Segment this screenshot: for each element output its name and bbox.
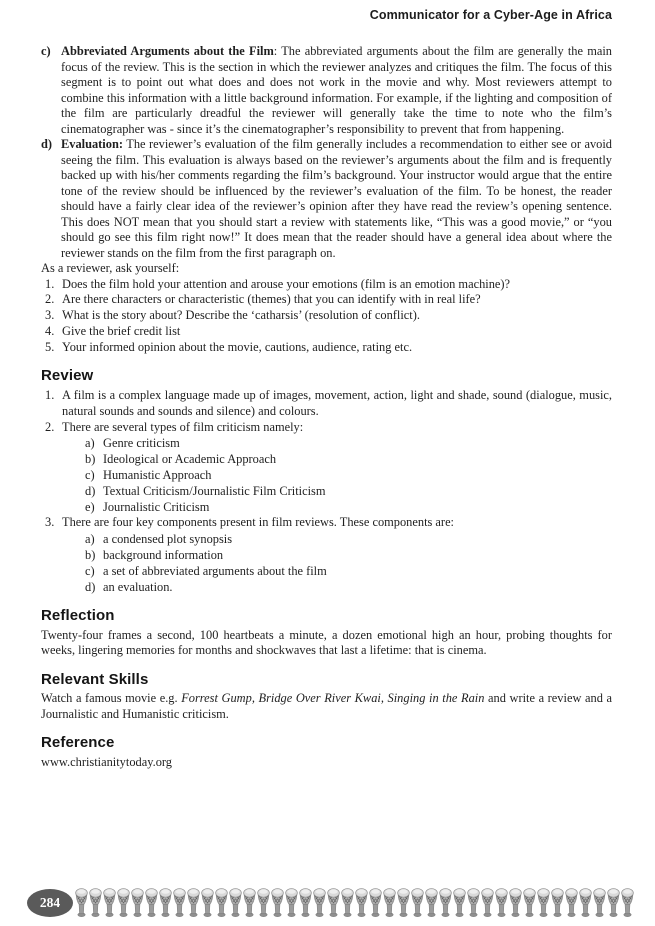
list-item-text: A film is a complex language made up of images, movement, action, light and shade, sound (dialogue, music, natural sounds and sounds and silence) and colours. xyxy=(62,387,612,418)
list-item xyxy=(45,420,612,436)
list-item xyxy=(85,563,612,579)
list-item-text: There are several types of film criticism namely: xyxy=(62,419,304,434)
list-item xyxy=(45,340,612,356)
list-item-text: an evaluation. xyxy=(103,580,173,595)
list-item-text: Ideological or Academic Approach xyxy=(103,452,277,467)
list-item-number: 4. xyxy=(45,323,55,338)
list-item-letter: b) xyxy=(85,548,96,563)
drum-icon xyxy=(159,887,172,919)
reference-url-text: www.christianitytoday.org xyxy=(41,754,172,769)
drum-icon xyxy=(215,887,228,919)
drum-icon xyxy=(285,887,298,919)
list-item xyxy=(45,324,612,340)
section-heading-reference: Reference xyxy=(41,734,115,752)
drum-icon xyxy=(607,887,620,919)
key-components-sublist xyxy=(85,531,612,595)
drum-icon xyxy=(411,887,424,919)
drum-icon xyxy=(495,887,508,919)
list-item-text: Humanistic Approach xyxy=(103,468,212,483)
list-item-c-text xyxy=(61,44,612,137)
drum-icon xyxy=(89,887,102,919)
drum-icon xyxy=(257,887,270,919)
list-item-letter: c) xyxy=(85,468,95,483)
page-footer xyxy=(27,887,634,919)
reflection-text: Twenty-four frames a second, 100 heartbeats a minute, a dozen emotional high an hour, probing thoughts for weeks, lingering memories for months and shockwaves that last a lifetime: that is cinema. xyxy=(41,627,612,658)
list-item-number: 1. xyxy=(45,387,55,402)
list-item-letter: b) xyxy=(85,452,96,467)
list-item xyxy=(45,292,612,308)
page-number-badge: 284 xyxy=(27,889,73,917)
list-item xyxy=(85,435,612,451)
drum-icon xyxy=(537,887,550,919)
list-item xyxy=(85,483,612,499)
list-item-text: Your informed opinion about the movie, cautions, audience, rating etc. xyxy=(62,339,413,354)
drum-icon xyxy=(271,887,284,919)
list-item xyxy=(45,515,612,531)
list-item-text: There are four key components present in film reviews. These components are: xyxy=(62,515,455,530)
drum-icon xyxy=(593,887,606,919)
list-item xyxy=(45,277,612,293)
drum-icon xyxy=(75,887,88,919)
film-criticism-sublist xyxy=(85,435,612,515)
review-list xyxy=(45,388,612,595)
list-item-d-label: d) xyxy=(41,137,53,151)
list-item-text: Genre criticism xyxy=(103,436,180,451)
list-item-text: Does the film hold your attention and arouse your emotions (film is an emotion machine)? xyxy=(62,276,511,291)
list-item xyxy=(85,499,612,515)
list-item xyxy=(85,579,612,595)
list-item-letter: d) xyxy=(85,580,96,595)
page-content xyxy=(0,22,655,770)
list-item xyxy=(45,308,612,324)
section-heading-reflection: Reflection xyxy=(41,607,115,625)
drum-icon xyxy=(383,887,396,919)
drum-icon xyxy=(229,887,242,919)
list-item xyxy=(45,388,612,420)
list-item-number: 2. xyxy=(45,292,55,307)
drum-icon xyxy=(551,887,564,919)
drum-icon xyxy=(187,887,200,919)
list-item-d-text xyxy=(61,137,612,261)
list-item-number: 2. xyxy=(45,419,55,434)
drum-icon xyxy=(173,887,186,919)
list-item-text: Are there characters or characteristic (themes) that you can identify with in real life? xyxy=(62,292,481,307)
list-item-c-label: c) xyxy=(41,44,51,58)
drum-border-decoration xyxy=(75,887,634,919)
drum-icon xyxy=(467,887,480,919)
list-item-text: Give the brief credit list xyxy=(62,323,181,338)
drum-icon xyxy=(397,887,410,919)
drum-icon xyxy=(145,887,158,919)
list-item-text: a set of abbreviated arguments about the film xyxy=(103,564,327,579)
list-item-text: a condensed plot synopsis xyxy=(103,532,233,547)
skills-text-after: and write a review and a Journalistic and Humanistic criticism. xyxy=(41,691,612,721)
drum-icon xyxy=(103,887,116,919)
list-item-c-body: : The abbreviated arguments about the film are generally the main focus of the review. This is the section in which the reviewer analyzes and critiques the film. The focus of this segment is to point out what does and does not work in the movie and why. Most reviewers attempt to combine this information with a little background information. For example, if the lighting and composition of the film are particularly dreadful the reviewer will generally take the time to note who the film’s cinematographer was - since it’s the cinematographer’s responsibility to prevent that from happening. xyxy=(61,44,612,136)
list-item-letter: c) xyxy=(85,564,95,579)
relevant-skills-text xyxy=(41,691,612,722)
list-item-letter: e) xyxy=(85,500,95,515)
list-item-c-lead: Abbreviated Arguments about the Film xyxy=(61,44,274,58)
list-item xyxy=(85,531,612,547)
list-item-d xyxy=(41,137,612,261)
list-item xyxy=(85,451,612,467)
drum-icon xyxy=(509,887,522,919)
list-item-number: 5. xyxy=(45,339,55,354)
list-item-d-body: The reviewer’s evaluation of the film generally includes a recommendation to either see or avoid seeing the film. This evaluation is always based on the reviewer’s arguments about the film and is frequently backed up with his/her comments regarding the film’s background. Your instructor would argue that the entire tone of the review should be influenced by the reviewer’s evaluation of the film. To be honest, the reader should have a fairly clear idea of the reviewer’s opinion after they have read the review’s opening sentence. This does NOT mean that you should start a review with statements like, “This was a good movie,” or “you should go see this film right now!” It does mean that the reader should have a general idea about where the reviewer stands on the film from the first paragraph on. xyxy=(61,137,612,260)
drum-icon xyxy=(439,887,452,919)
list-item-number: 1. xyxy=(45,276,55,291)
drum-icon xyxy=(355,887,368,919)
list-item xyxy=(85,547,612,563)
drum-icon xyxy=(131,887,144,919)
list-item-text: background information xyxy=(103,548,224,563)
drum-icon xyxy=(243,887,256,919)
drum-icon xyxy=(425,887,438,919)
list-item-number: 3. xyxy=(45,308,55,323)
list-item-c xyxy=(41,44,612,137)
list-item-number: 3. xyxy=(45,515,55,530)
list-item-text: What is the story about? Describe the ‘catharsis’ (resolution of conflict). xyxy=(62,308,420,323)
list-item-d-lead: Evaluation: xyxy=(61,137,123,151)
running-header-title: Communicator for a Cyber-Age in Africa xyxy=(369,8,612,22)
section-heading-relevant-skills: Relevant Skills xyxy=(41,670,149,688)
section-heading-review: Review xyxy=(41,367,94,385)
list-item-text: Textual Criticism/Journalistic Film Criticism xyxy=(103,484,326,499)
film-titles: Forrest Gump, Bridge Over River Kwai, Singing in the Rain xyxy=(181,691,485,706)
drum-icon xyxy=(565,887,578,919)
drum-icon xyxy=(201,887,214,919)
drum-icon xyxy=(313,887,326,919)
drum-icon xyxy=(481,887,494,919)
drum-icon xyxy=(453,887,466,919)
drum-icon xyxy=(579,887,592,919)
skills-text-before: Watch a famous movie e.g. xyxy=(41,691,182,706)
drum-icon xyxy=(523,887,536,919)
drum-icon xyxy=(341,887,354,919)
drum-icon xyxy=(299,887,312,919)
ask-yourself-intro: As a reviewer, ask yourself: xyxy=(41,261,180,275)
drum-icon xyxy=(369,887,382,919)
list-item-letter: d) xyxy=(85,484,96,499)
drum-icon xyxy=(327,887,340,919)
list-item-letter: a) xyxy=(85,436,95,451)
list-item-text: Journalistic Criticism xyxy=(103,500,210,515)
drum-icon xyxy=(117,887,130,919)
ask-yourself-list xyxy=(45,277,612,356)
drum-icon xyxy=(621,887,634,919)
list-item-letter: a) xyxy=(85,532,95,547)
list-item xyxy=(85,467,612,483)
